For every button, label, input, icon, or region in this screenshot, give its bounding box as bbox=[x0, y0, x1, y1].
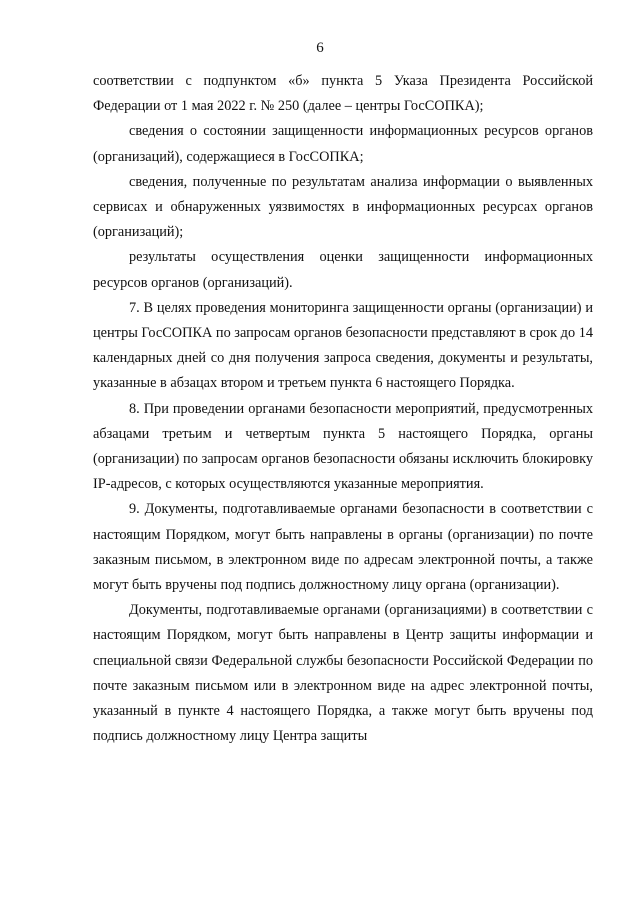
paragraph-analysis-results: сведения, полученные по результатам анализа информации о выявленных сервисах и обнаруженных уязвимостях в информационных ресурсах органов (организаций); bbox=[93, 173, 593, 241]
paragraph-assessment-results: результаты осуществления оценки защищенности информационных ресурсов органов (организаций). bbox=[93, 249, 593, 291]
paragraph-continuation: соответствии с подпунктом «б» пункта 5 Указа Президента Российской Федерации от 1 мая 2022 г. № 250 (далее – центры ГосСОПКА); bbox=[93, 73, 593, 115]
paragraph-documents-organizations: Документы, подготавливаемые органами (организациями) в соответствии с настоящим Порядком, могут быть направлены в Центр защиты информации и специальной связи Федеральной службы безопасности Российской Федерации по почте заказным письмом или в электронном виде на адрес электронной почты, указанный в пункте 4 настоящего Порядка, а также могут быть вручены под подпись должностному лицу Центра защиты bbox=[93, 602, 593, 745]
paragraph-security-status: сведения о состоянии защищенности информационных ресурсов органов (организаций), содержащиеся в ГосСОПКА; bbox=[93, 123, 593, 165]
document-body bbox=[93, 69, 593, 749]
page-number: 6 bbox=[316, 40, 324, 56]
paragraph-item-9: 9. Документы, подготавливаемые органами безопасности в соответствии с настоящим Порядком, могут быть направлены в органы (организации) по почте заказным письмом, в электронном виде по адресам электронной почты, а также могут быть вручены под подпись должностному лицу органа (организации). bbox=[93, 501, 593, 594]
paragraph-item-8: 8. При проведении органами безопасности мероприятий, предусмотренных абзацами третьим и четвертым пункта 5 настоящего Порядка, органы (организации) по запросам органов безопасности обязаны исключить блокировку IP-адресов, с которых осуществляются указанные мероприятия. bbox=[93, 400, 593, 493]
paragraph-item-7: 7. В целях проведения мониторинга защищенности органы (организации) и центры ГосСОПКА по запросам органов безопасности представляют в срок до 14 календарных дней со дня получения запроса сведения, документы и результаты, указанные в абзацах втором и третьем пункта 6 настоящего Порядка. bbox=[93, 299, 593, 392]
